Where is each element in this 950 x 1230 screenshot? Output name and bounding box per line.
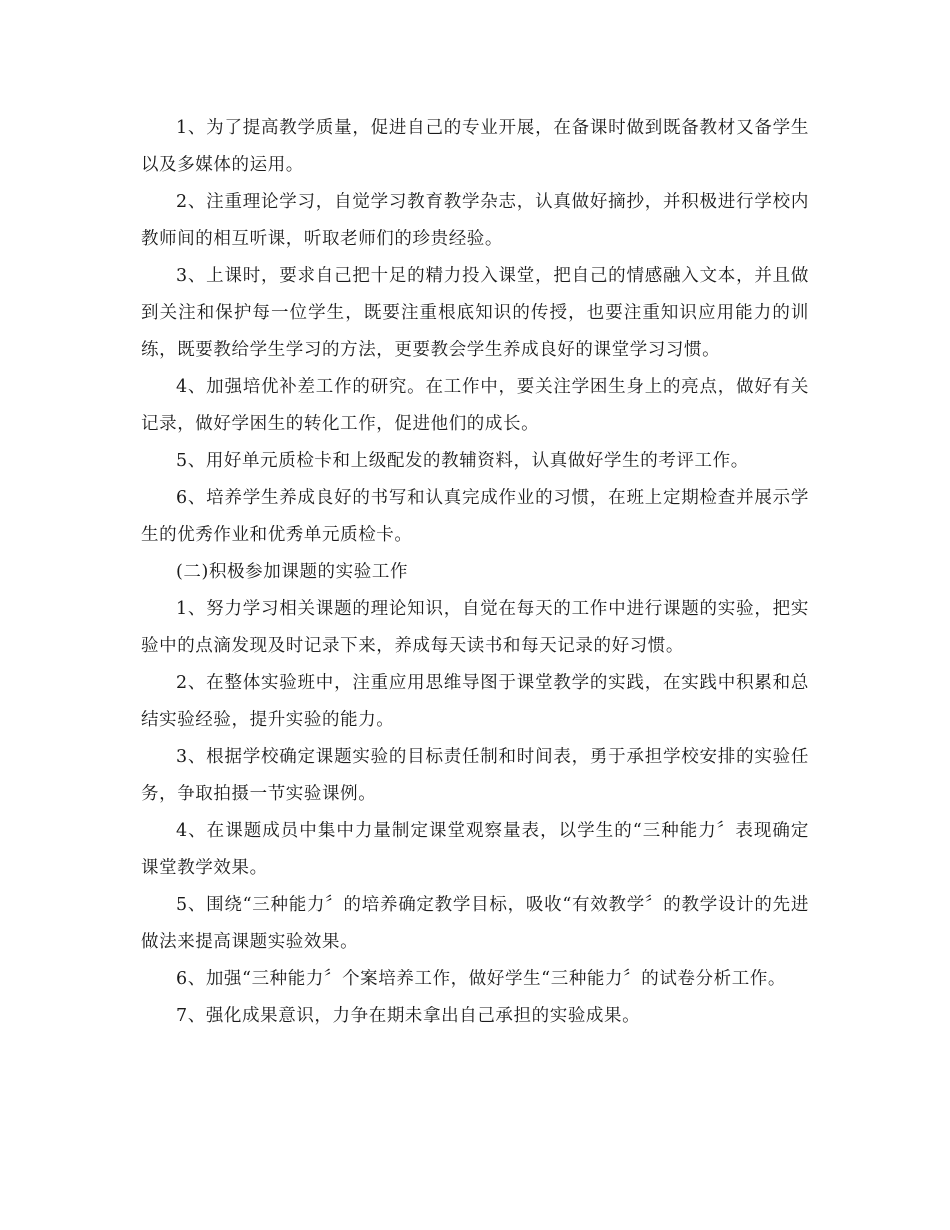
paragraph: 1、为了提高教学质量，促进自己的专业开展，在备课时做到既备教材又备学生以及多媒体的运用。 xyxy=(141,118,809,175)
paragraph: 1、努力学习相关课题的理论知识，自觉在每天的工作中进行课题的实验，把实验中的点滴发现及时记录下来，养成每天读书和每天记录的好习惯。 xyxy=(141,599,809,656)
paragraph: 6、加强“三种能力〞个案培养工作，做好学生“三种能力〞的试卷分析工作。 xyxy=(176,969,787,989)
paragraph: 6、培养学生养成良好的书写和认真完成作业的习惯，在班上定期检查并展示学生的优秀作业和优秀单元质检卡。 xyxy=(141,488,809,545)
document-body xyxy=(141,110,809,1035)
paragraph: 4、加强培优补差工作的研究。在工作中，要关注学困生身上的亮点，做好有关记录，做好学困生的转化工作，促进他们的成长。 xyxy=(141,377,809,434)
paragraph: 3、上课时，要求自己把十足的精力投入课堂，把自己的情感融入文本，并且做到关注和保护每一位学生，既要注重根底知识的传授，也要注重知识应用能力的训练，既要教给学生学习的方法，更要教会学生养成良好的课堂学习习惯。 xyxy=(141,266,809,360)
paragraph: 4、在课题成员中集中力量制定课堂观察量表，以学生的“三种能力〞表现确定课堂教学效果。 xyxy=(141,821,809,878)
paragraph: 7、强化成果意识，力争在期未拿出自己承担的实验成果。 xyxy=(176,1006,641,1026)
paragraph: 2、注重理论学习，自觉学习教育教学杂志，认真做好摘抄，并积极进行学校内教师间的相互听课，听取老师们的珍贵经验。 xyxy=(141,192,809,249)
paragraph: 5、用好单元质检卡和上级配发的教辅资料，认真做好学生的考评工作。 xyxy=(176,451,749,471)
paragraph: 3、根据学校确定课题实验的目标责任制和时间表，勇于承担学校安排的实验任务，争取拍摄一节实验课例。 xyxy=(141,747,809,804)
paragraph: 2、在整体实验班中，注重应用思维导图于课堂教学的实践，在实践中积累和总结实验经验，提升实验的能力。 xyxy=(141,673,809,730)
section-heading: (二)积极参加课题的实验工作 xyxy=(176,562,409,582)
paragraph: 5、围绕“三种能力〞的培养确定教学目标，吸收“有效教学〞的教学设计的先进做法来提高课题实验效果。 xyxy=(141,895,809,952)
